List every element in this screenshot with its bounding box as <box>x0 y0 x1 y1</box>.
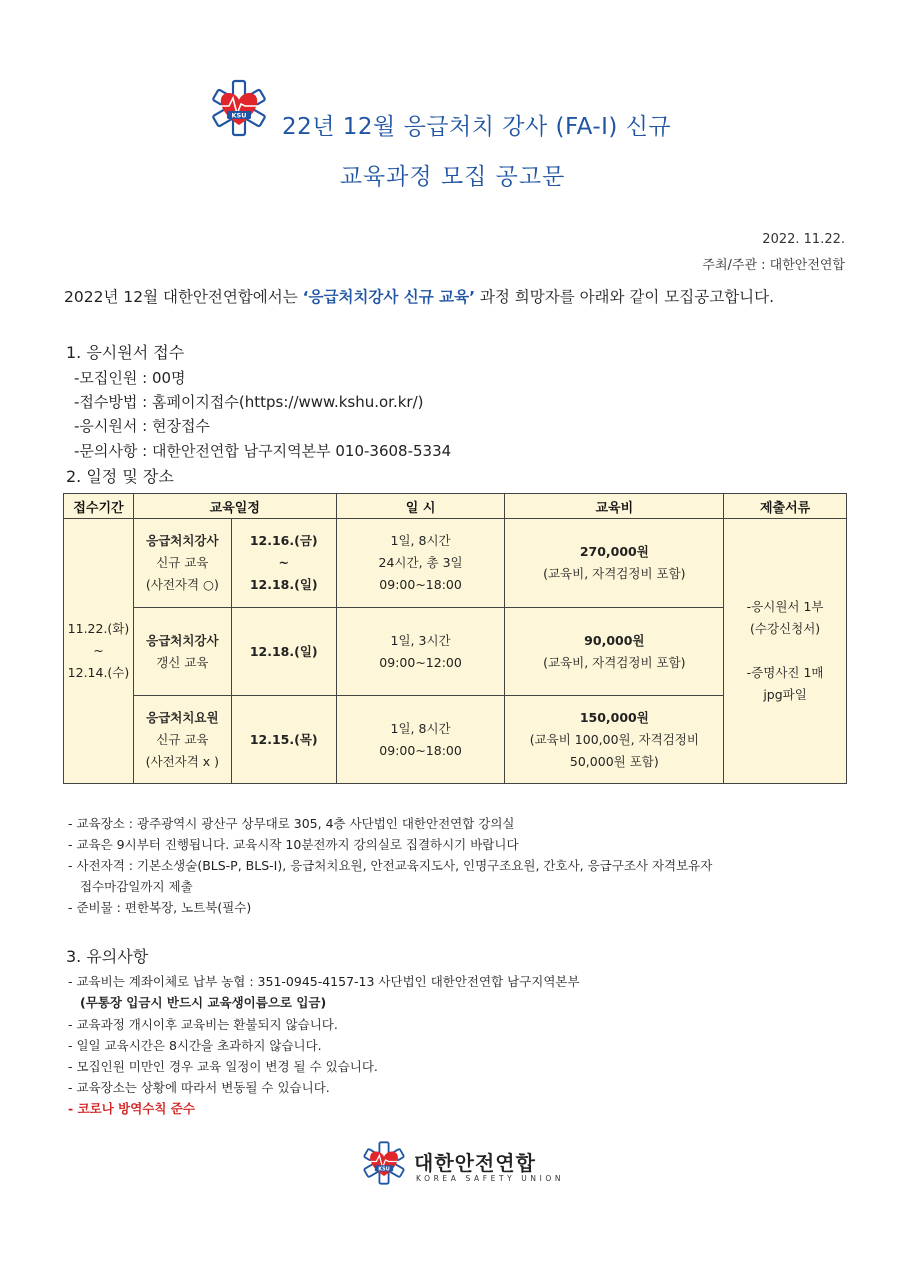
fee-amount: 90,000원 <box>584 632 645 648</box>
document-item: -응시원서 1부 <box>746 599 824 614</box>
course-name: 응급처치강사 <box>146 533 219 548</box>
time-cell <box>336 608 505 696</box>
period-sep: ~ <box>93 643 104 658</box>
covid-caution: - 코로나 방역수칙 준수 <box>68 1101 195 1116</box>
period-end: 12.14.(수) <box>67 665 130 680</box>
prerequisite-note-cont: 접수마감일까지 제출 <box>80 879 193 894</box>
fee-cell <box>505 608 724 696</box>
course-type: 신규 교육 <box>156 731 209 747</box>
section-1-item: -문의사항 : 대한안전연합 남구지역본부 010-3608-5334 <box>74 442 452 460</box>
time-line: 09:00~12:00 <box>379 654 462 670</box>
course-cell <box>133 608 231 696</box>
org-english-name: KOREA SAFETY UNION <box>416 1174 565 1183</box>
course-type: 갱신 교육 <box>156 654 209 670</box>
date-sep: ~ <box>278 555 289 570</box>
header-fee: 교육비 <box>505 494 724 519</box>
course-qualification: (사전자격 ○) <box>145 577 219 592</box>
period-cell <box>64 519 134 784</box>
section-3-title: 3. 유의사항 <box>66 947 149 966</box>
caution-item: - 모집인원 미만인 경우 교육 일정이 변경 될 수 있습니다. <box>68 1059 378 1074</box>
caution-item: - 교육비는 계좌이체로 납부 농협 : 351-0945-4157-13 사단법인 대한안전연합 남구지역본부 <box>68 974 580 989</box>
date-start: 12.15.(목) <box>249 731 318 747</box>
course-name: 응급처치강사 <box>146 632 219 648</box>
time-line: 09:00~18:00 <box>379 577 462 592</box>
intro-paragraph <box>64 283 850 311</box>
caution-item: - 교육과정 개시이후 교육비는 환불되지 않습니다. <box>68 1017 338 1032</box>
period-start: 11.22.(화) <box>67 621 130 636</box>
ksu-footer-logo-icon <box>358 1140 410 1186</box>
date-start: 12.18.(일) <box>249 643 318 659</box>
date-end: 12.18.(일) <box>249 577 318 592</box>
time-cell <box>336 519 505 608</box>
fee-cell <box>505 696 724 784</box>
caution-item-bold: (무통장 입금시 반드시 교육생이름으로 입금) <box>80 995 327 1010</box>
document-item: jpg파일 <box>763 687 807 702</box>
time-cell <box>336 696 505 784</box>
course-type: 신규 교육 <box>156 555 209 570</box>
org-name: 대한안전연합 <box>414 1151 536 1175</box>
date-cell <box>231 608 336 696</box>
host-organizer: 주최/주관 : 대한안전연합 <box>702 258 845 273</box>
schedule-table <box>63 493 847 784</box>
location-note: - 교육장소 : 광주광역시 광산구 상무대로 305, 4층 사단법인 대한안전연합 강의실 <box>68 816 515 831</box>
footer-logo-text: KSU <box>378 1166 390 1173</box>
time-line: 1일, 3시간 <box>390 632 451 648</box>
fee-note: (교육비 100,00원, 자격검정비 <box>529 731 699 747</box>
section-2-title: 2. 일정 및 장소 <box>66 467 174 486</box>
header-documents: 제출서류 <box>724 494 847 519</box>
logo-text: KSU <box>231 111 247 120</box>
title-line-2: 교육과정 모집 공고문 <box>339 164 566 190</box>
table-row <box>64 519 847 608</box>
course-cell <box>133 696 231 784</box>
documents-cell <box>724 519 847 784</box>
fee-note: 50,000원 포함) <box>569 753 659 769</box>
header-time: 일 시 <box>336 494 505 519</box>
intro-before: 2022년 12월 대한안전연합에서는 <box>64 288 303 306</box>
section-1-item: -응시원서 : 현장접수 <box>74 417 210 435</box>
title-line-1: 22년 12월 응급처치 강사 (FA-I) 신규 <box>282 114 672 140</box>
document-item: -증명사진 1매 <box>746 665 824 680</box>
time-line: 1일, 8시간 <box>390 533 451 548</box>
course-cell <box>133 519 231 608</box>
intro-highlight: ‘응급처치강사 신규 교육’ <box>302 288 475 306</box>
time-line: 24시간, 총 3일 <box>378 555 463 570</box>
date-cell <box>231 696 336 784</box>
time-line: 09:00~18:00 <box>379 742 462 758</box>
issue-date: 2022. 11.22. <box>762 232 845 247</box>
section-1-title: 1. 응시원서 접수 <box>66 343 185 362</box>
fee-cell <box>505 519 724 608</box>
ksu-logo-icon <box>205 78 273 138</box>
header-period: 접수기간 <box>64 494 134 519</box>
table-header-row <box>64 494 847 519</box>
prerequisite-note: - 사전자격 : 기본소생술(BLS-P, BLS-I), 응급처치요원, 안전교육지도사, 인명구조요원, 간호사, 응급구조사 자격보유자 <box>68 858 713 873</box>
date-start: 12.16.(금) <box>249 533 318 548</box>
header-schedule: 교육일정 <box>133 494 336 519</box>
fee-amount: 270,000원 <box>579 544 649 559</box>
supplies-note: - 준비물 : 편한복장, 노트북(필수) <box>68 900 252 915</box>
time-line: 1일, 8시간 <box>390 720 451 736</box>
section-1-item: -모집인원 : 00명 <box>74 369 186 387</box>
fee-note: (교육비, 자격검정비 포함) <box>543 566 686 581</box>
section-1-item: -접수방법 : 홈페이지접수(https://www.kshu.or.kr/) <box>74 393 424 411</box>
date-cell <box>231 519 336 608</box>
fee-amount: 150,000원 <box>579 709 649 725</box>
document-item: (수강신청서) <box>750 621 821 636</box>
intro-after: 과정 희망자를 아래와 같이 모집공고합니다. <box>474 288 775 306</box>
fee-note: (교육비, 자격검정비 포함) <box>543 654 686 670</box>
caution-item: - 일일 교육시간은 8시간을 초과하지 않습니다. <box>68 1038 322 1053</box>
caution-item: - 교육장소는 상황에 따라서 변동될 수 있습니다. <box>68 1080 330 1095</box>
course-qualification: (사전자격 x ) <box>145 753 220 769</box>
course-name: 응급처치요원 <box>146 709 219 725</box>
start-time-note: - 교육은 9시부터 진행됩니다. 교육시작 10분전까지 강의실로 집결하시기 바랍니다 <box>68 837 519 852</box>
